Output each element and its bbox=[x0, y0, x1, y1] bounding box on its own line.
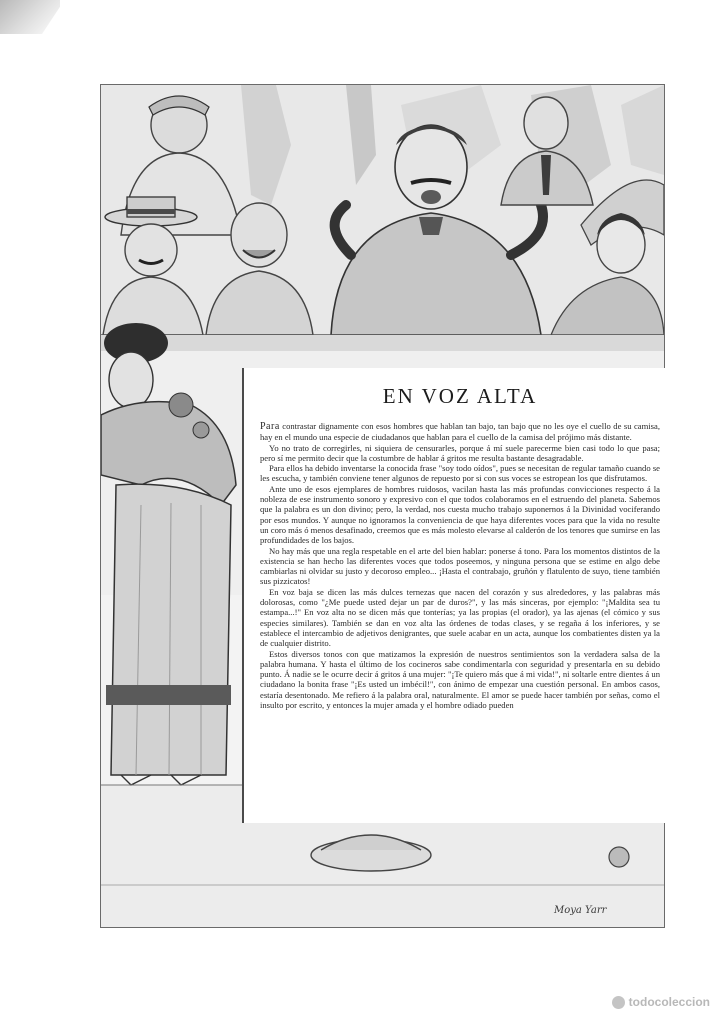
article-paragraph-5: No hay más que una regla respetable en el arte del bien hablar: ponerse á tono. Para los momentos distintos de la existencia se han hecho las diferentes voces que todos poseemos, y ninguna persona que se estime en algo debe cambiarlas ni olvidar su justo y decoroso empleo... ¡Hasta el contrabajo, gruñón y flatulento de suyo, tiene también sus pizzicatos! bbox=[260, 545, 660, 587]
watermark-text: todocoleccion bbox=[628, 995, 710, 1009]
article-paragraph-4: Ante uno de esos ejemplares de hombres ruidosos, vacilan hasta las más profundas convicciones respecto á la nobleza de ese instrumento sonoro y expresivo con el que todos colaboramos en el estruendo del planeta. Sabemos que la palabra es un don divino; pero, la verdad, nos cuesta mucho trabajo suponernos á la Divinidad vociferando por esos mundos. Y aunque no ignoramos la conveniencia de que haya diferentes voces para que la vida no resulte un coro más ó menos desafinado, creemos que es más molesto elevarse al calderón de los tenores que sumirse en las profundidades de los bajos. bbox=[260, 483, 660, 546]
article-paragraph-3: Para ellos ha debido inventarse la conocida frase "soy todo oídos", pues se necesitan de regular tamaño cuando se les escucha, y también conviene tener algunos de repuesto por si con sus voces se estropean los que disfrutamos. bbox=[260, 463, 660, 484]
article-paragraph-1-text: contrastar dignamente con esos hombres que hablan tan bajo, tan bajo que no les oye el cuello de su camisa, hay en el mundo una especie de ciudadanos que hablan para el cuello de la camisa del prójimo más distante. bbox=[260, 421, 660, 443]
artist-signature: Moya Yarr bbox=[554, 905, 607, 916]
article-paragraph-2: Yo no trato de corregirles, ni siquiera de censurarles, porque á mí suele parecerme bien casi todo lo que pasa; pero sí me permito decir que la costumbre de hablar á gritos me resulta bastante desagradable. bbox=[260, 442, 660, 463]
article-paragraph-1 bbox=[260, 421, 660, 443]
watermark bbox=[612, 995, 710, 1009]
article-text-panel bbox=[242, 368, 674, 823]
article-dropcap: Para bbox=[260, 421, 280, 432]
article-paragraph-6: En voz baja se dicen las más dulces ternezas que nacen del corazón y sus alrededores, y las palabras más dolorosas, como "¿Me puede usted dejar un par de duros?", y las más sinceras, por ejemplo: "¡Maldita sea tu estampa...!" En voz alta no se dicen más que tonterías; ya las propias (el orador), ya las ajenas (el cómico y sus especies similares). También se dan en voz alta las órdenes de todas clases, y se regaña á los inferiores, y se establece el intercambio de adjetivos denigrantes, que suele acabar en un acta, aunque los combatientes disten ya la de cualquier distrito. bbox=[260, 586, 660, 649]
article-title: EN VOZ ALTA bbox=[382, 384, 538, 408]
watermark-logo-icon bbox=[612, 996, 625, 1009]
article-paragraph-7: Estos diversos tonos con que matizamos la expresión de nuestros sentimientos son la verdadera salsa de la palabra humana. Y hasta el último de los cocineros sabe condimentarla con seguridad y presentarla en su debido punto. Á nadie se le ocurre decir á gritos á una mujer: "¡Te quiero más que á mi vida!", ni soltarle entre dientes á un ciudadano la bonita frase "¡Es usted un imbécil!", con ánimo de empezar una cuestión personal. En ambos casos, estaría desentonado. Me refiero á la palabra oral, naturalmente. El amor se puede hacer también por señas, como el insulto por escrito, y entonces la mujer amada y el hombre odiado pueden bbox=[260, 648, 660, 711]
page-fold-shadow bbox=[0, 0, 60, 34]
